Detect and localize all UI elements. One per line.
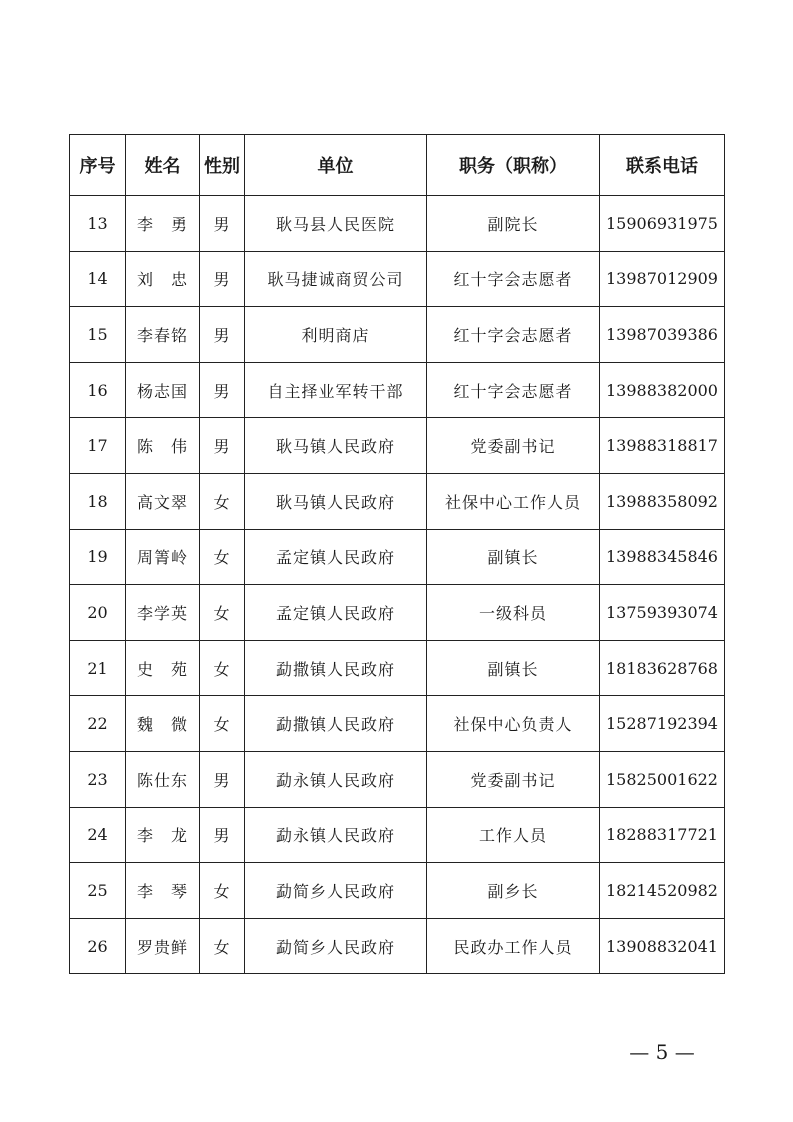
table-row [70,918,725,974]
cell-index: 14 [70,251,126,307]
cell-index: 20 [70,585,126,641]
cell-organization: 耿马捷诚商贸公司 [245,251,427,307]
cell-index: 15 [70,307,126,363]
header-phone: 联系电话 [600,135,725,196]
table-row [70,473,725,529]
cell-phone: 13988382000 [600,362,725,418]
cell-name: 李 勇 [126,196,200,252]
table-body [70,196,725,974]
table-row [70,529,725,585]
cell-index: 18 [70,473,126,529]
cell-gender: 女 [200,473,245,529]
table-row [70,696,725,752]
cell-organization: 勐永镇人民政府 [245,807,427,863]
cell-phone: 18288317721 [600,807,725,863]
cell-phone: 18183628768 [600,640,725,696]
cell-organization: 勐撒镇人民政府 [245,696,427,752]
header-gender: 性别 [200,135,245,196]
cell-gender: 女 [200,529,245,585]
cell-organization: 利明商店 [245,307,427,363]
cell-phone: 13908832041 [600,918,725,974]
cell-gender: 女 [200,696,245,752]
cell-position: 社保中心负责人 [427,696,600,752]
table-row [70,751,725,807]
cell-organization: 孟定镇人民政府 [245,585,427,641]
cell-index: 16 [70,362,126,418]
table-row [70,418,725,474]
cell-name: 高文翠 [126,473,200,529]
cell-name: 李 琴 [126,863,200,919]
cell-index: 13 [70,196,126,252]
cell-phone: 13987012909 [600,251,725,307]
header-name: 姓名 [126,135,200,196]
cell-index: 19 [70,529,126,585]
table-row [70,807,725,863]
cell-phone: 13987039386 [600,307,725,363]
cell-organization: 勐永镇人民政府 [245,751,427,807]
cell-name: 魏 微 [126,696,200,752]
cell-index: 25 [70,863,126,919]
cell-phone: 13988345846 [600,529,725,585]
table-header-row [70,135,725,196]
cell-phone: 15287192394 [600,696,725,752]
cell-organization: 耿马镇人民政府 [245,418,427,474]
table-row [70,307,725,363]
cell-gender: 男 [200,307,245,363]
cell-organization: 耿马镇人民政府 [245,473,427,529]
cell-name: 罗贵鲜 [126,918,200,974]
cell-gender: 男 [200,418,245,474]
cell-index: 23 [70,751,126,807]
roster-table [69,134,725,974]
cell-gender: 女 [200,863,245,919]
cell-name: 李学英 [126,585,200,641]
cell-phone: 13759393074 [600,585,725,641]
table-row [70,585,725,641]
table-row [70,251,725,307]
cell-name: 陈 伟 [126,418,200,474]
header-position: 职务（职称） [427,135,600,196]
cell-position: 一级科员 [427,585,600,641]
cell-position: 党委副书记 [427,751,600,807]
cell-name: 史 苑 [126,640,200,696]
cell-phone: 18214520982 [600,863,725,919]
cell-organization: 勐简乡人民政府 [245,863,427,919]
cell-index: 24 [70,807,126,863]
cell-gender: 男 [200,807,245,863]
header-index: 序号 [70,135,126,196]
cell-position: 红十字会志愿者 [427,251,600,307]
table-row [70,196,725,252]
cell-position: 社保中心工作人员 [427,473,600,529]
cell-gender: 女 [200,585,245,641]
cell-position: 红十字会志愿者 [427,362,600,418]
cell-gender: 男 [200,251,245,307]
cell-organization: 勐撒镇人民政府 [245,640,427,696]
table-row [70,863,725,919]
table-row [70,362,725,418]
cell-index: 26 [70,918,126,974]
cell-name: 刘 忠 [126,251,200,307]
cell-position: 副乡长 [427,863,600,919]
cell-position: 党委副书记 [427,418,600,474]
cell-position: 副镇长 [427,640,600,696]
cell-index: 17 [70,418,126,474]
cell-organization: 自主择业军转干部 [245,362,427,418]
cell-position: 红十字会志愿者 [427,307,600,363]
cell-phone: 15825001622 [600,751,725,807]
cell-position: 工作人员 [427,807,600,863]
cell-index: 22 [70,696,126,752]
table-row [70,640,725,696]
cell-organization: 耿马县人民医院 [245,196,427,252]
cell-position: 副院长 [427,196,600,252]
cell-name: 周箐岭 [126,529,200,585]
cell-position: 民政办工作人员 [427,918,600,974]
cell-position: 副镇长 [427,529,600,585]
cell-gender: 男 [200,362,245,418]
cell-phone: 13988358092 [600,473,725,529]
cell-gender: 男 [200,751,245,807]
cell-gender: 女 [200,918,245,974]
cell-phone: 15906931975 [600,196,725,252]
cell-phone: 13988318817 [600,418,725,474]
cell-name: 李 龙 [126,807,200,863]
cell-name: 李春铭 [126,307,200,363]
header-organization: 单位 [245,135,427,196]
cell-index: 21 [70,640,126,696]
cell-name: 陈仕东 [126,751,200,807]
cell-gender: 男 [200,196,245,252]
cell-name: 杨志国 [126,362,200,418]
cell-organization: 孟定镇人民政府 [245,529,427,585]
page-number: — 5 — [629,1040,695,1064]
cell-organization: 勐简乡人民政府 [245,918,427,974]
cell-gender: 女 [200,640,245,696]
